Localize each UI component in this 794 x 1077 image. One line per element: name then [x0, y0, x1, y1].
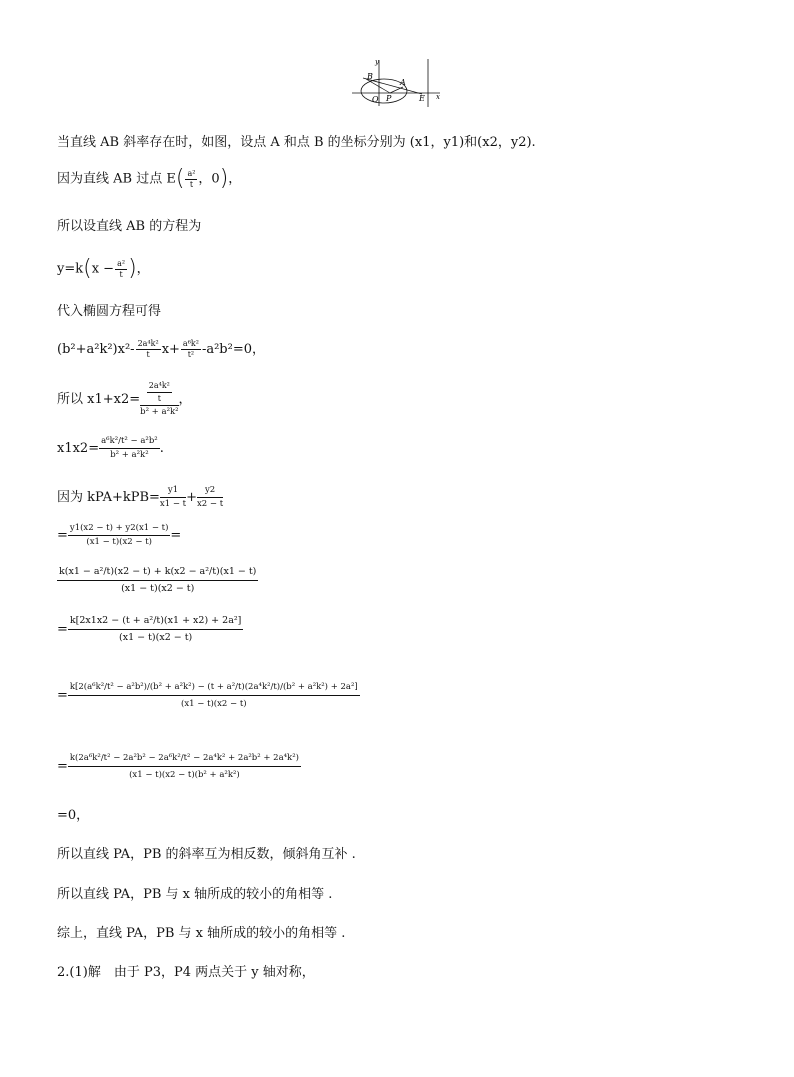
- line-8: [57, 436, 164, 461]
- line-13-den: (x1 − t)(x2 − t): [181, 699, 247, 709]
- line-6-fraction-1: [136, 339, 161, 360]
- line-7-prefix: 所以 x1+x2=: [57, 392, 141, 407]
- line-10-num: y1(x2 − t) + y2(x1 − t): [68, 523, 171, 536]
- line-9-num-2: y2: [197, 485, 223, 498]
- line-10: [57, 523, 181, 548]
- label-b: B: [367, 72, 373, 81]
- label-o: O: [372, 95, 379, 104]
- line-6-fraction-2: [181, 339, 201, 360]
- line-11: [57, 565, 258, 596]
- line-pa: [390, 87, 403, 93]
- line-2-fraction: [185, 169, 197, 190]
- label-x: x: [436, 93, 440, 101]
- line-2-num: a²: [187, 168, 196, 178]
- line-3: 所以设直线 AB 的方程为: [57, 219, 202, 234]
- line-4-num: a²: [117, 258, 126, 268]
- line-6-num-2: a⁶k²: [182, 339, 199, 348]
- line-7-num-top: 2a⁴k²: [147, 381, 172, 393]
- line-7-fraction: [140, 381, 178, 418]
- line-14-fraction: [68, 751, 301, 782]
- line-15: =0，: [57, 808, 90, 823]
- label-p: P: [386, 94, 392, 103]
- line-2: 因为直线 AB 过点 E( $\frac{\text{a²}}{t}$ ，0)，: [57, 166, 242, 191]
- line-11-fraction: [57, 565, 258, 596]
- line-10-fraction: [68, 523, 171, 548]
- line-4: y=k(x − $\frac{\text{a²}}{t}$ )，: [57, 256, 150, 281]
- line-8-num: a⁶k²/t² − a²b²: [99, 436, 160, 449]
- line-12-prefix: =: [57, 622, 68, 637]
- line-5: 代入椭圆方程可得: [57, 304, 162, 319]
- line-16: 所以直线 PA，PB 的斜率互为相反数，倾斜角互补 .: [57, 847, 356, 862]
- line-12-fraction: [68, 614, 243, 645]
- line-7-den: b² + a²k²: [140, 407, 179, 417]
- line-4-fraction: [115, 259, 127, 280]
- line-10-prefix: =: [57, 528, 68, 543]
- line-2-suffix: ，0: [198, 171, 220, 187]
- line-19: 2.(1)解 由于 P3，P4 两点关于 y 轴对称，: [57, 965, 315, 980]
- line-9-prefix: 因为 kPA+kPB=: [57, 490, 160, 505]
- line-14-den: (x1 − t)(x2 − t)(b² + a²k²): [129, 770, 240, 780]
- line-17: 所以直线 PA，PB 与 x 轴所成的较小的角相等 .: [57, 887, 333, 902]
- line-6-b: x+: [161, 342, 180, 357]
- line-9-fraction-1: [160, 485, 186, 510]
- label-y: y: [375, 58, 379, 66]
- line-8-den: b² + a²k²: [110, 450, 149, 460]
- line-6-den-2: t²: [187, 350, 195, 359]
- line-9-den-2: x2 − t: [196, 499, 224, 509]
- line-8-suffix: .: [159, 441, 164, 456]
- line-10-suffix: =: [170, 528, 182, 543]
- line-13-fraction: [68, 680, 360, 711]
- line-13-num: k[2(a⁶k²/t² − a²b²)/(b² + a²k²) − (t + a²/t)(2a⁴k²/t)/(b² + a²k²) + 2a²]: [68, 680, 360, 696]
- line-6-num-1: 2a⁴k²: [137, 339, 159, 348]
- line-8-prefix: x1x2=: [57, 441, 100, 456]
- line-12: [57, 614, 243, 645]
- line-4-den: t: [119, 269, 123, 279]
- line-12-den: (x1 − t)(x2 − t): [119, 632, 193, 643]
- line-9-den-1: x1 − t: [159, 499, 187, 509]
- line-11-den: (x1 − t)(x2 − t): [121, 583, 195, 594]
- line-6-den-1: t: [146, 350, 150, 359]
- line-7-num: [140, 381, 178, 406]
- ellipse-figure: [350, 56, 446, 108]
- line-7-suffix: ，: [178, 392, 192, 407]
- line-2-prefix: 因为直线 AB 过点 E: [57, 171, 176, 187]
- line-4-suffix: ，: [136, 261, 150, 277]
- line-6-c: -a²b²=0，: [201, 342, 266, 357]
- line-14: [57, 751, 301, 782]
- line-9: [57, 485, 223, 510]
- line-11-num: k(x1 − a²/t)(x2 − t) + k(x2 − a²/t)(x1 − t): [57, 565, 258, 581]
- line-4-inner: x −: [91, 261, 115, 277]
- line-8-fraction: [99, 436, 160, 461]
- line-18: 综上，直线 PA，PB 与 x 轴所成的较小的角相等 .: [57, 926, 346, 941]
- line-2-den: t: [189, 179, 194, 189]
- line-13: [57, 680, 360, 711]
- label-a: A: [400, 78, 406, 87]
- line-6-a: (b²+a²k²)x²-: [57, 342, 135, 357]
- line-9-num-1: y1: [160, 485, 186, 498]
- line-4-prefix: y=k: [57, 261, 84, 277]
- line-7-num-bot: t: [157, 394, 161, 403]
- line-14-num: k(2a⁶k²/t² − 2a²b² − 2a⁶k²/t² − 2a⁴k² + 2a²b² + 2a⁴k²): [68, 751, 301, 767]
- label-e: E: [419, 94, 425, 103]
- line-pb: [366, 79, 390, 93]
- line-1: 当直线 AB 斜率存在时，如图，设点 A 和点 B 的坐标分别为 (x1，y1)和(x2，y2).: [57, 135, 536, 150]
- line-13-prefix: =: [57, 688, 68, 703]
- line-12-num: k[2x1x2 − (t + a²/t)(x1 + x2) + 2a²]: [68, 614, 243, 630]
- line-9-fraction-2: [197, 485, 223, 510]
- line-14-prefix: =: [57, 759, 68, 774]
- line-10-den: (x1 − t)(x2 − t): [86, 537, 152, 547]
- line-6: [57, 339, 265, 360]
- line-7: [57, 381, 192, 418]
- line-9-plus: +: [186, 490, 197, 505]
